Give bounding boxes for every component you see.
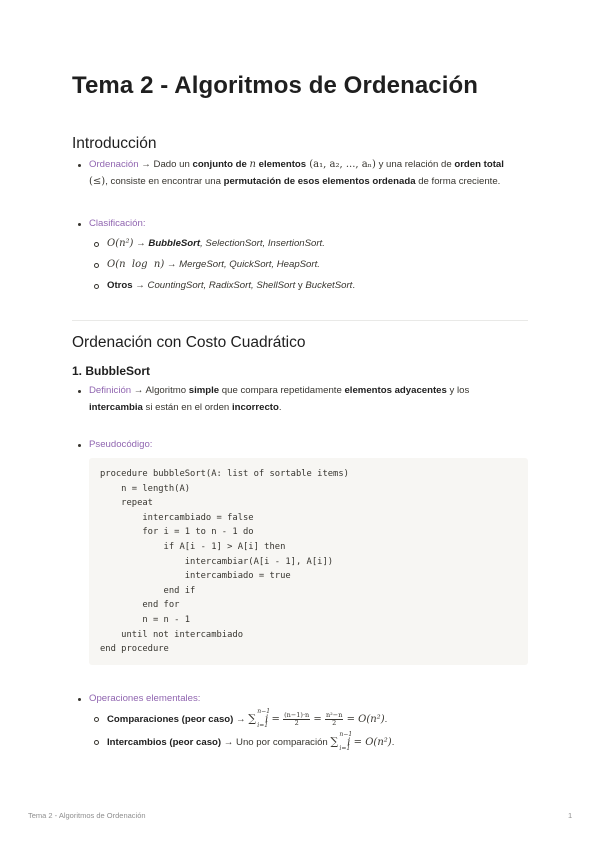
circle-bullet-icon — [94, 740, 99, 745]
bold-text: Comparaciones (peor caso) — [107, 714, 234, 725]
math-result: O(n²) — [358, 714, 385, 725]
text: . — [352, 280, 355, 291]
bullet-icon — [78, 698, 81, 701]
math-leq: (≤) — [89, 175, 106, 187]
bold-text: elementos — [255, 159, 307, 170]
fraction-denominator: 2 — [332, 718, 337, 727]
sub-item-nlogn — [89, 257, 529, 273]
keyword-pseudocodigo: Pseudocódigo: — [89, 439, 153, 450]
circle-bullet-icon — [94, 263, 99, 268]
text: de forma creciente. — [415, 175, 501, 187]
footer-title: Tema 2 - Algoritmos de Ordenación — [28, 811, 146, 820]
keyword-clasificacion: Clasificación: — [89, 218, 146, 229]
code-text: procedure bubbleSort(A: list of sortable items) n = length(A) repeat intercambiado = false for i = 1 to n - 1 do if A[i - 1] > A[i] then intercambiar(A[i - 1], A[i]) intercambiado = true end if end for n = n - 1 until not intercambiado end procedure — [100, 469, 349, 655]
bold-text: Otros — [107, 280, 133, 291]
math-complexity: O(n log n) — [107, 259, 165, 270]
list-item-operaciones — [72, 691, 528, 708]
algorithm-names: MergeSort, QuickSort, HeapSort. — [179, 259, 320, 270]
keyword-definicion: Definición — [89, 385, 132, 396]
section-divider — [72, 320, 528, 321]
math-i: i — [347, 737, 351, 748]
bold-text: Intercambios (peor caso) — [107, 737, 222, 748]
math-complexity: O(n²) — [107, 238, 134, 249]
list-item-definicion — [72, 383, 528, 416]
sum-upper-limit: n−1 — [257, 708, 271, 715]
bullet-icon — [78, 223, 81, 226]
subsection-heading-bubblesort: 1. BubbleSort — [72, 364, 151, 378]
text: , consiste en encontrar una — [105, 175, 224, 187]
fraction-numerator: n²−n — [325, 710, 343, 719]
sum-symbol: ∑ n−1 i=1 — [248, 708, 271, 729]
bold-text: elementos adyacentes — [344, 385, 447, 396]
fraction — [325, 712, 343, 727]
bold-text: orden total — [454, 159, 504, 170]
text: Uno por comparación — [236, 737, 331, 748]
circle-bullet-icon — [94, 284, 99, 289]
bold-text: simple — [188, 385, 220, 396]
bullet-icon — [78, 390, 81, 393]
bullet-icon — [78, 164, 81, 167]
fraction-numerator: (n−1)·n — [284, 710, 310, 719]
text: y — [295, 280, 306, 291]
math-i: i — [265, 714, 269, 725]
code-block — [89, 458, 528, 665]
bubblesort-name: BubbleSort — [148, 238, 201, 249]
bold-text: permutación de esos elementos ordenada — [223, 175, 416, 187]
keyword-operaciones: Operaciones elementales: — [89, 693, 201, 704]
bold-text: incorrecto — [231, 401, 279, 413]
text: → — [132, 280, 148, 291]
text: y los — [446, 385, 470, 396]
sub-item-comparaciones: Comparaciones (peor caso) → ∑ n−1 i=1 i = $\frac{(n-1)\cdot n}{2}$ = $\frac{\text{n²−n}}{2}$ = O(n²). — [89, 711, 529, 728]
text: → — [133, 238, 149, 249]
text: → — [233, 714, 249, 725]
algorithm-names: CountingSort, RadixSort, ShellSort — [147, 280, 296, 291]
page-title: Tema 2 - Algoritmos de Ordenación — [72, 72, 479, 99]
bullet-icon — [78, 444, 81, 447]
text: → Algoritmo — [131, 385, 189, 396]
text: → — [164, 259, 180, 270]
list-item-clasificacion — [72, 216, 528, 233]
fraction-denominator: 2 — [294, 718, 299, 727]
text: que compara repetidamente — [219, 385, 345, 396]
section-heading-introduccion: Introducción — [72, 135, 157, 152]
algorithm-name: BucketSort — [305, 280, 353, 291]
bold-text: conjunto de — [192, 159, 250, 170]
text: si están en el orden — [142, 401, 232, 413]
text: . — [278, 401, 282, 413]
circle-bullet-icon — [94, 242, 99, 247]
sum-lower-limit: i=1 — [257, 722, 269, 729]
bold-text: intercambia — [89, 401, 143, 413]
sum-upper-limit: n−1 — [339, 731, 353, 738]
sub-item-quadratic — [89, 236, 529, 252]
footer-page-number: 1 — [568, 811, 573, 820]
algorithm-names: , SelectionSort, InsertionSort. — [200, 238, 325, 249]
text: → Dado un — [138, 159, 193, 170]
text: → — [221, 737, 237, 748]
sum-lower-limit: i=1 — [339, 745, 351, 752]
list-item-ordenacion — [72, 157, 528, 190]
keyword-ordenacion: Ordenación — [89, 159, 139, 170]
sum-symbol: ∑ n−1 i=1 — [330, 731, 353, 752]
section-heading-cuadratico: Ordenación con Costo Cuadrático — [72, 334, 306, 351]
math-sequence: (a₁, a₂, ..., aₙ) — [306, 159, 376, 170]
list-item-pseudocodigo — [72, 437, 528, 454]
text: y una relación de — [375, 159, 455, 170]
math-n: n — [249, 159, 256, 170]
math-result: O(n²) — [365, 737, 392, 748]
fraction — [283, 712, 310, 727]
sub-item-otros — [89, 278, 529, 294]
sub-item-intercambios: Intercambios (peor caso) → Uno por comparación ∑ n−1 i=1 i = O(n²). — [89, 734, 529, 751]
circle-bullet-icon — [94, 717, 99, 722]
